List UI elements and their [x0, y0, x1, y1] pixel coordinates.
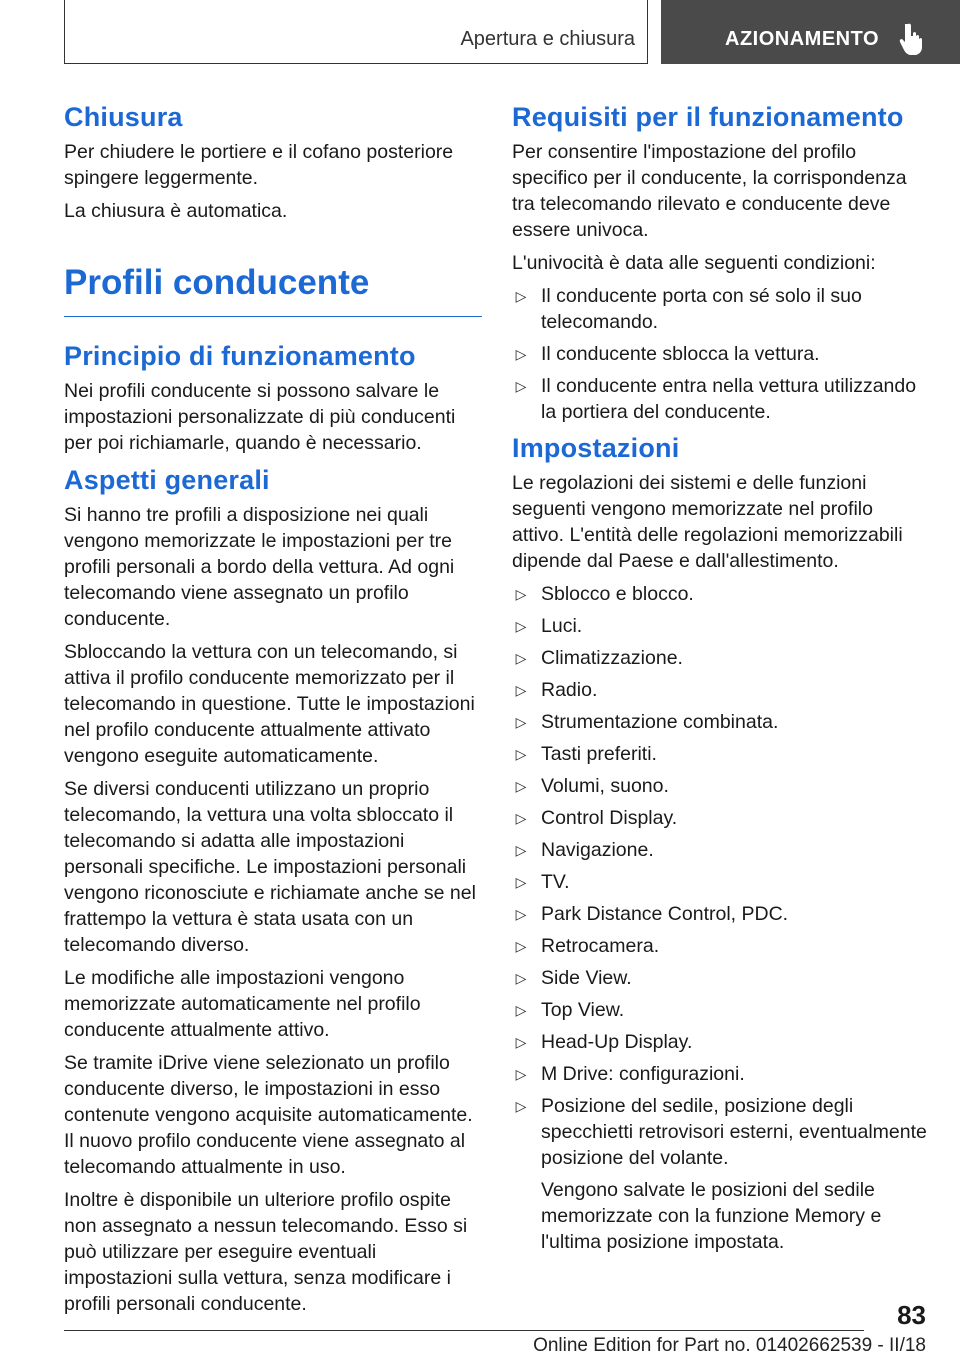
list-item: ▷ Radio. — [512, 677, 930, 703]
triangle-bullet-icon: ▷ — [515, 970, 527, 987]
triangle-bullet-icon: ▷ — [515, 346, 527, 363]
list-item: ▷ Head-Up Display. — [512, 1029, 930, 1055]
list-item: ▷ M Drive: configurazioni. — [512, 1061, 930, 1087]
edition-footer: Online Edition for Part no. 01402662539 - II/18 — [533, 1335, 926, 1356]
pointing-hand-icon — [897, 22, 927, 56]
aspetti-paragraph-1: Si hanno tre profili a disposizione nei quali vengono memorizzate le impostazioni per tre profili personali a bordo della vettura. Ad ogni telecomando viene assegnato un profilo conducente. — [64, 504, 455, 631]
triangle-bullet-icon: ▷ — [515, 682, 527, 699]
triangle-bullet-icon: ▷ — [515, 618, 527, 635]
list-item: ▷ Volumi, suono. — [512, 773, 930, 799]
impostazioni-paragraph: Le regolazioni dei sistemi e delle funzioni seguenti vengono memorizzate nel profilo attivo. L'entità delle regolazioni memorizzabili dipende dal Paese e dall'allestimento. — [512, 472, 903, 573]
footer-rule — [64, 1330, 864, 1331]
list-item: ▷ Posizione del sedile, posizione degli specchietti retrovisori esterni, eventualmente posizione del volante. Vengono salvate le posizioni del sedile memorizzate con la funzione Memory e l'ultima posizione impostata. — [512, 1093, 930, 1255]
aspetti-paragraph-5: Se tramite iDrive viene selezionato un profilo conducente diverso, le impostazioni in esso contenute vengono acquisite automaticamente. Il nuovo profilo conducente viene assegnato al telecomando attualmente in uso. — [64, 1052, 473, 1179]
triangle-bullet-icon: ▷ — [515, 746, 527, 763]
list-item: ▷ Tasti preferiti. — [512, 741, 930, 767]
triangle-bullet-icon: ▷ — [515, 874, 527, 891]
impostazioni-heading: Impostazioni — [512, 433, 680, 464]
page-number: 83 — [897, 1300, 926, 1330]
triangle-bullet-icon: ▷ — [515, 906, 527, 923]
triangle-bullet-icon: ▷ — [515, 810, 527, 827]
list-item: ▷ Il conducente sblocca la vettura. — [512, 341, 930, 367]
requisiti-list — [512, 283, 930, 425]
impostazioni-list — [512, 581, 930, 1255]
chiusura-paragraph-2: La chiusura è automatica. — [64, 200, 288, 223]
aspetti-paragraph-3: Se diversi conducenti utilizzano un proprio telecomando, la vettura una volta sbloccato il telecomando si adatta alle impostazioni personali specifiche. Le impostazioni personali vengono riconosciute e richiamate anche se nel frattempo la vettura è stata usata con un telecomando diverso. — [64, 778, 476, 957]
chiusura-heading: Chiusura — [64, 102, 183, 132]
list-item: ▷ Il conducente entra nella vettura utilizzando la portiera del conducente. — [512, 373, 930, 425]
list-item: ▷ Climatizzazione. — [512, 645, 930, 671]
triangle-bullet-icon: ▷ — [515, 288, 527, 305]
right-column — [512, 100, 930, 1261]
list-item: ▷ Retrocamera. — [512, 933, 930, 959]
section-title: Apertura e chiusura — [460, 28, 635, 50]
chapter-title: AZIONAMENTO — [725, 28, 880, 50]
triangle-bullet-icon: ▷ — [515, 938, 527, 955]
requisiti-paragraph-1: Per consentire l'impostazione del profilo specifico per il conducente, la corrispondenza tra telecomando rilevato e conducente deve essere univoca. — [512, 141, 907, 242]
triangle-bullet-icon: ▷ — [515, 1098, 527, 1115]
aspetti-heading: Aspetti generali — [64, 465, 270, 496]
triangle-bullet-icon: ▷ — [515, 778, 527, 795]
chapter-tab — [661, 0, 960, 64]
list-item: ▷ Sblocco e blocco. — [512, 581, 930, 607]
triangle-bullet-icon: ▷ — [515, 714, 527, 731]
aspetti-paragraph-4: Le modifiche alle impostazioni vengono memorizzate automaticamente nel profilo conducente attualmente attivo. — [64, 967, 421, 1042]
triangle-bullet-icon: ▷ — [515, 1066, 527, 1083]
list-item: ▷ Control Display. — [512, 805, 930, 831]
principio-paragraph: Nei profili conducente si possono salvare le impostazioni personalizzate di più conducenti per poi richiamarle, quando è necessario. — [64, 380, 456, 455]
triangle-bullet-icon: ▷ — [515, 378, 527, 395]
aspetti-paragraph-2: Sbloccando la vettura con un telecomando, si attiva il profilo conducente memorizzato per il telecomando in questione. Tutte le impostazioni nel profilo conducente attualmente attivato vengono eseguite automaticamente. — [64, 641, 475, 768]
aspetti-paragraph-6: Inoltre è disponibile un ulteriore profilo ospite non assegnato a nessun telecomando. Esso si può utilizzare per eseguire eventuali impostazioni sulla vettura, senza modificare i profili personali conducente. — [64, 1189, 468, 1316]
list-item: ▷ Top View. — [512, 997, 930, 1023]
left-column — [64, 100, 482, 1324]
triangle-bullet-icon: ▷ — [515, 842, 527, 859]
profili-heading-rule — [64, 262, 482, 317]
list-item: ▷ Il conducente porta con sé solo il suo telecomando. — [512, 283, 930, 335]
profili-heading: Profili conducente — [64, 263, 370, 303]
triangle-bullet-icon: ▷ — [515, 1034, 527, 1051]
list-item: ▷ Luci. — [512, 613, 930, 639]
principio-heading: Principio di funzionamento — [64, 341, 416, 372]
chiusura-paragraph-1: Per chiudere le portiere e il cofano posteriore spingere leggermente. — [64, 141, 454, 190]
list-item: ▷ TV. — [512, 869, 930, 895]
triangle-bullet-icon: ▷ — [515, 1002, 527, 1019]
list-item: ▷ Strumentazione combinata. — [512, 709, 930, 735]
last-item-note: Vengono salvate le posizioni del sedile memorizzate con la funzione Memory e l'ultima posizione impostata. — [541, 1179, 882, 1254]
list-item: ▷ Navigazione. — [512, 837, 930, 863]
requisiti-paragraph-2: L'univocità è data alle seguenti condizioni: — [512, 252, 876, 275]
list-item: ▷ Park Distance Control, PDC. — [512, 901, 930, 927]
header-frame — [64, 0, 648, 64]
triangle-bullet-icon: ▷ — [515, 650, 527, 667]
requisiti-heading: Requisiti per il funzionamento — [512, 102, 904, 132]
list-item: ▷ Side View. — [512, 965, 930, 991]
triangle-bullet-icon: ▷ — [515, 586, 527, 603]
